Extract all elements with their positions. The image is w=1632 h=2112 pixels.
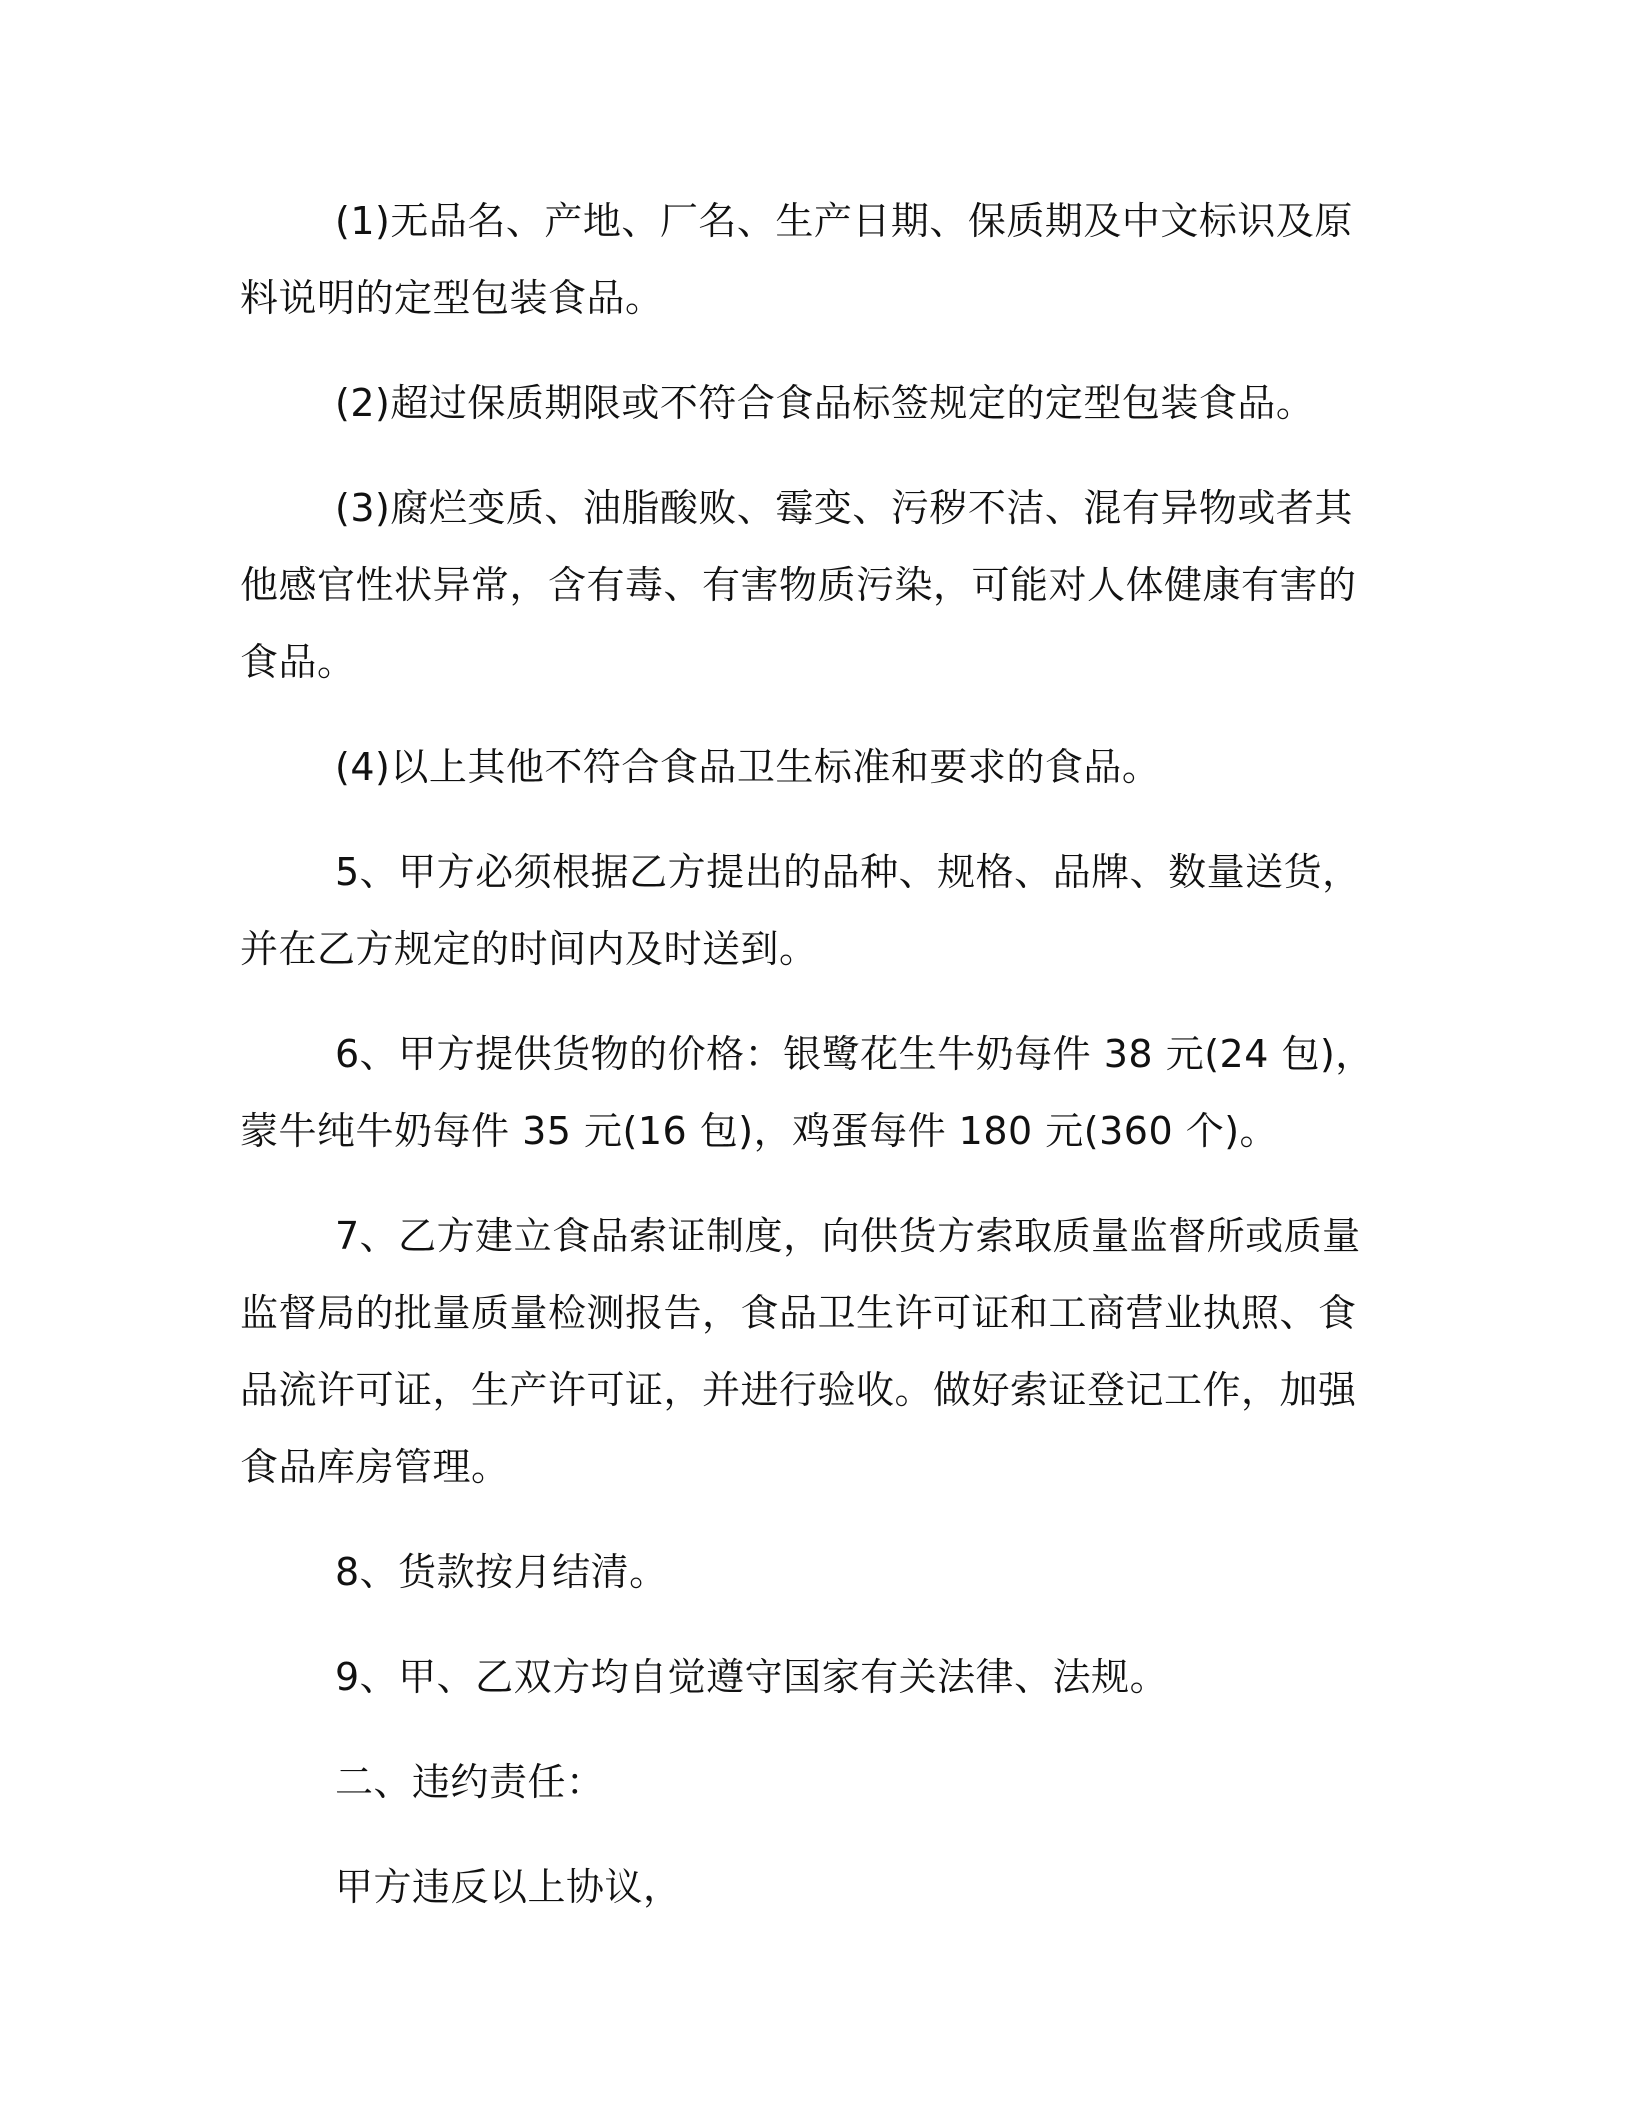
section-heading-liability: 二、违约责任： (335, 1760, 605, 1804)
paragraph-item-2: (2)超过保质期限或不符合食品标签规定的定型包装食品。 (335, 381, 1315, 425)
document-body (240, 183, 1390, 1954)
paragraph-clause-5: 5、甲方必须根据乙方提出的品种、规格、品牌、数量送货，并在乙方规定的时间内及时送到。 (240, 850, 1361, 971)
paragraph-clause-7: 7、乙方建立食品索证制度，向供货方索取质量监督所或质量监督局的批量质量检测报告，食品卫生许可证和工商营业执照、食品流许可证，生产许可证，并进行验收。做好索证登记工作，加强食品库房管理。 (240, 1214, 1361, 1489)
paragraph-item-3: (3)腐烂变质、油脂酸败、霉变、污秽不洁、混有异物或者其他感官性状异常，含有毒、有害物质污染，可能对人体健康有害的食品。 (240, 486, 1357, 684)
paragraph-liability-start: 甲方违反以上协议， (335, 1865, 682, 1909)
paragraph-clause-9: 9、甲、乙双方均自觉遵守国家有关法律、法规。 (335, 1655, 1169, 1699)
paragraph-item-1: (1)无品名、产地、厂名、生产日期、保质期及中文标识及原料说明的定型包装食品。 (240, 199, 1353, 320)
paragraph-clause-6: 6、甲方提供货物的价格：银鹭花生牛奶每件 38 元(24 包)，蒙牛纯牛奶每件 35 元(16 包)，鸡蛋每件 180 元(360 个)。 (240, 1032, 1374, 1153)
paragraph-clause-8: 8、货款按月结清。 (335, 1550, 668, 1594)
paragraph-item-4: (4)以上其他不符合食品卫生标准和要求的食品。 (335, 745, 1161, 789)
